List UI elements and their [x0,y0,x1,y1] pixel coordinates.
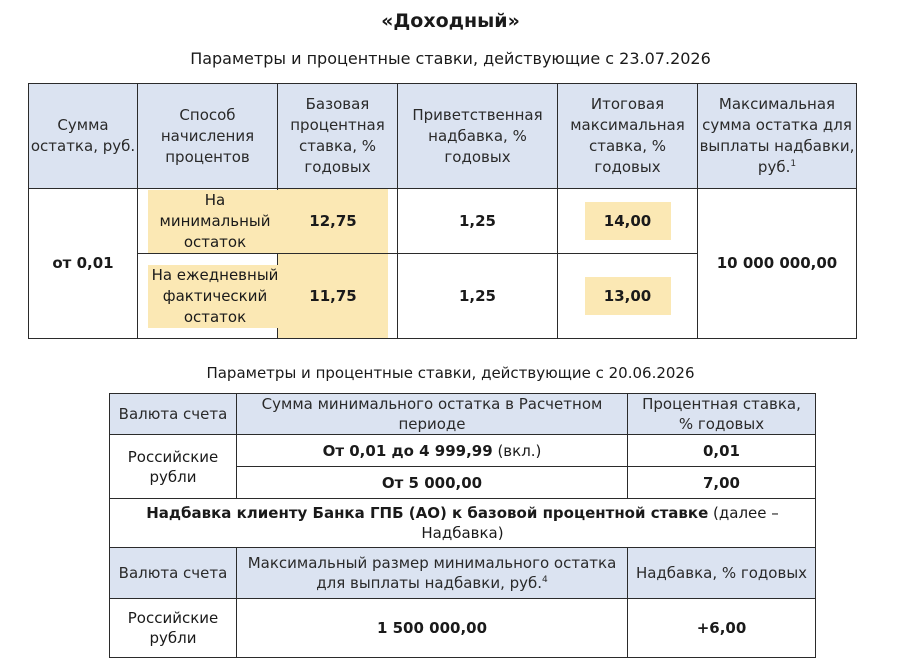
table1-header-row [29,84,857,189]
bonus-currency-cell: Российские рубли [110,599,237,658]
table-row [29,189,857,254]
header-min-balance: Сумма минимального остатка в Расчетном периоде [237,394,628,435]
header-amount: Сумма остатка, руб. [29,84,138,189]
bonus-max-cell: 1 500 000,00 [237,599,628,658]
bonus-header-row [110,548,816,599]
method-cell: На ежедневный фактический остаток [138,254,278,339]
bonus-title-row [110,499,816,548]
range-cell: От 0,01 до 4 999,99 (вкл.) [237,435,628,467]
header-welcome-bonus: Приветственная надбавка, % годовых [398,84,558,189]
total-rate-cell: 13,00 [558,254,698,339]
method-cell: На минимальный остаток [138,189,278,254]
table-row [110,435,816,467]
footnote-4: 4 [542,575,548,585]
bonus-header-rate: Надбавка, % годовых [628,548,816,599]
max-amount-cell: 10 000 000,00 [698,189,857,339]
table2-header-row [110,394,816,435]
table1-caption: Параметры и процентные ставки, действующие с 23.07.2026 [190,49,711,68]
bonus-cell: 1,25 [398,254,558,339]
table-row [110,599,816,658]
rate-cell: 7,00 [628,467,816,499]
page-title: «Доходный» [381,10,520,32]
rate-cell: 0,01 [628,435,816,467]
bonus-title: Надбавка клиенту Банка ГПБ (АО) к базовой процентной ставке (далее – Надбавка) [110,499,816,548]
header-max-amount: Максимальная сумма остатка для выплаты надбавки, руб.$^1$ [698,84,857,189]
bonus-rate-cell: +6,00 [628,599,816,658]
header-rate: Процентная ставка, % годовых [628,394,816,435]
header-total-rate: Итоговая максимальная ставка, % годовых [558,84,698,189]
base-rate-cell: 11,75 [278,254,398,339]
rates-table-1 [28,83,857,339]
currency-cell: Российские рубли [110,435,237,499]
bonus-header-max: Максимальный размер минимального остатка для выплаты надбавки, руб.$^4$ [237,548,628,599]
base-rate-cell: 12,75 [278,189,398,254]
bonus-cell: 1,25 [398,189,558,254]
range-cell: От 5 000,00 [237,467,628,499]
amount-cell: от 0,01 [29,189,138,339]
header-base-rate: Базовая процентная ставка, % годовых [278,84,398,189]
footnote-1: 1 [790,159,797,169]
total-rate-cell: 14,00 [558,189,698,254]
header-currency: Валюта счета [110,394,237,435]
table2-caption: Параметры и процентные ставки, действующие с 20.06.2026 [206,364,695,382]
bonus-header-currency: Валюта счета [110,548,237,599]
rates-table-2 [109,393,816,658]
header-method: Способ начисления процентов [138,84,278,189]
